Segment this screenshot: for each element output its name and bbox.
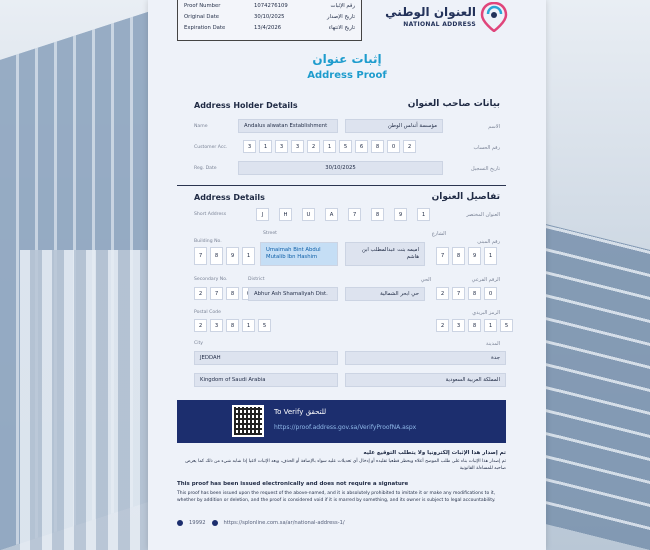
footer-phone: 19992: [189, 520, 206, 526]
secondary-digit: 8: [226, 287, 239, 300]
city-en: JEDDAH: [194, 351, 338, 365]
verify-banner: [177, 400, 506, 443]
secondary-digits-ar: [436, 287, 497, 300]
postal-digit: 8: [226, 319, 239, 332]
name-label: Name: [194, 124, 208, 129]
building-label: Building No.: [194, 239, 222, 244]
secondary-digit: 7: [210, 287, 223, 300]
account-digit: 3: [291, 140, 304, 153]
logo-arabic-text: العنوان الوطني: [385, 5, 476, 19]
secondary-digit: 7: [452, 287, 465, 300]
postal-digit: 2: [436, 319, 449, 332]
city-ar: جدة: [345, 351, 506, 365]
postal-digit: 5: [500, 319, 513, 332]
short-address-chars: [256, 208, 430, 221]
secondary-label: Secondary No.: [194, 277, 228, 282]
proof-meta-box: [177, 0, 362, 41]
expiration-date: 13/4/2026: [254, 25, 282, 31]
footer-url[interactable]: https://splonline.com.sa/ar/national-address-1/: [223, 520, 345, 526]
note-title-en: This proof has been issued electronically and does not require a signature: [177, 481, 409, 487]
account-digit: 6: [355, 140, 368, 153]
account-digit: 1: [259, 140, 272, 153]
postal-digit: 1: [242, 319, 255, 332]
postal-digit: 5: [258, 319, 271, 332]
postal-digits: [194, 319, 271, 332]
postal-digits-ar: [436, 319, 513, 332]
secondary-digit: 2: [194, 287, 207, 300]
page-title: Address Proof: [307, 70, 387, 81]
country-ar: المملكة العربية السعودية: [345, 373, 506, 387]
section-divider: [177, 185, 506, 186]
reg-date: 30/10/2025: [238, 161, 443, 175]
reg-date-label-ar: تاريخ التسجيل: [471, 166, 500, 172]
street-ar: اميمه بنت عبدالمطلب ابن هاشم: [345, 242, 425, 266]
building-digit: 8: [452, 247, 465, 265]
street-label: Street: [263, 231, 277, 236]
building-label-ar: رقم المبنى: [477, 239, 500, 245]
footer: [177, 520, 345, 526]
building-digit: 1: [484, 247, 497, 265]
short-address-char: 9: [394, 208, 407, 221]
building-digits: [194, 247, 255, 265]
building-digit: 9: [468, 247, 481, 265]
building-digit: 1: [242, 247, 255, 265]
postal-digit: 3: [452, 319, 465, 332]
district-ar: حي ابحر الشمالية: [345, 287, 425, 301]
name-label-ar: الاسم: [488, 124, 500, 130]
original-date-label-ar: تاريخ الإصدار: [326, 14, 355, 20]
building-digit: 7: [194, 247, 207, 265]
building-right: [540, 223, 650, 550]
postal-label-ar: الرمز البريدي: [472, 310, 500, 316]
original-date: 30/10/2025: [254, 14, 285, 20]
name-ar: مؤسسة أندلس الوطن: [345, 119, 443, 133]
note-body-en: This proof has been issued upon the request of the above-named, and it is absolutely prohibited to imitate it or make any modifications to it, whether by addition or deletion, and the proof is considered void if it is marred by something, and its owner is subject to legal accountability.: [177, 491, 496, 503]
verify-link[interactable]: https://proof.address.gov.sa/VerifyProofNA.aspx: [274, 424, 417, 431]
qr-code-icon[interactable]: [232, 405, 264, 437]
page-title-ar: إثبات عنوان: [312, 52, 382, 66]
secondary-digit: 2: [436, 287, 449, 300]
account-label-ar: رقم الحساب: [473, 145, 500, 151]
short-address-char: 7: [348, 208, 361, 221]
address-heading: Address Details: [194, 193, 265, 202]
address-heading-ar: تفاصيل العنوان: [431, 192, 500, 202]
short-address-char: 8: [371, 208, 384, 221]
secondary-label-ar: الرقم الفرعي: [471, 277, 500, 283]
address-proof-document: [148, 0, 546, 550]
building-digit: 9: [226, 247, 239, 265]
postal-digit: 1: [484, 319, 497, 332]
account-digit: 3: [275, 140, 288, 153]
logo-english-text: NATIONAL ADDRESS: [403, 21, 476, 28]
reg-date-label: Reg. Date: [194, 166, 217, 171]
building-digits-ar: [436, 247, 497, 265]
account-digit: 1: [323, 140, 336, 153]
short-address-char: J: [256, 208, 269, 221]
expiration-date-label: Expiration Date: [184, 25, 226, 31]
country-en: Kingdom of Saudi Arabia: [194, 373, 338, 387]
original-date-label: Original Date: [184, 14, 220, 20]
holder-heading: Address Holder Details: [194, 101, 298, 110]
account-digit: 0: [387, 140, 400, 153]
proof-number-label: Proof Number: [184, 3, 221, 9]
proof-number: 1074276109: [254, 3, 288, 9]
secondary-digits: [194, 287, 255, 300]
location-pin-icon: [480, 2, 508, 32]
verify-title: To Verify للتحقق: [274, 408, 327, 416]
note-body-ar: تم إصدار هذا الإثبات بناء على طلب الموضح أعلاه ويحظر قطعيا تقليده أو إدخال أي تعديلات عليه سواء بالإضافة أو الحذف، ويعد الإثبات لاغيا إذا شابه شيء من ذلك كما يعرض صاحبه للمساءلة القانونية: [185, 459, 506, 471]
postal-label: Postal Code: [194, 310, 221, 315]
postal-digit: 3: [210, 319, 223, 332]
national-address-logo: [385, 2, 508, 34]
holder-heading-ar: بيانات صاحب العنوان: [407, 99, 500, 109]
building-digit: 8: [210, 247, 223, 265]
globe-icon: [212, 520, 218, 526]
short-address-char: A: [325, 208, 338, 221]
postal-digit: 2: [194, 319, 207, 332]
short-address-char: H: [279, 208, 292, 221]
building-digit: 7: [436, 247, 449, 265]
postal-digit: 8: [468, 319, 481, 332]
short-address-char: 1: [417, 208, 430, 221]
proof-number-label-ar: رقم الإثبات: [330, 3, 355, 9]
street-label-ar: الشارع: [431, 231, 446, 237]
account-digit: 2: [403, 140, 416, 153]
street-en: Umaimah Bint Abdul Mutalib Ibn Hashim: [260, 242, 338, 266]
district-label-ar: الحي: [420, 277, 431, 283]
account-digit: 2: [307, 140, 320, 153]
account-digit: 5: [339, 140, 352, 153]
account-digits: [243, 140, 416, 153]
short-address-label-ar: العنوان المختصر: [466, 212, 500, 218]
district-en: Abhur Ash Shamaliyah Dist.: [248, 287, 338, 301]
city-label-ar: المدينة: [485, 341, 500, 347]
city-label: City: [194, 341, 204, 346]
short-address-char: U: [302, 208, 315, 221]
name-en: Andalus alwatan Establishment: [238, 119, 338, 133]
secondary-digit: 8: [468, 287, 481, 300]
short-address-label: Short Address: [194, 212, 227, 217]
expiration-date-label-ar: تاريخ الانتهاء: [328, 25, 355, 31]
secondary-digit: 0: [484, 287, 497, 300]
account-digit: 3: [243, 140, 256, 153]
district-label: District: [248, 277, 265, 282]
account-digit: 8: [371, 140, 384, 153]
phone-icon: [177, 520, 183, 526]
account-label: Customer Acc.: [194, 145, 228, 150]
note-title-ar: تم إصدار هذا الإثبات إلكترونيا ولا يتطلب التوقيع عليه: [363, 450, 506, 456]
